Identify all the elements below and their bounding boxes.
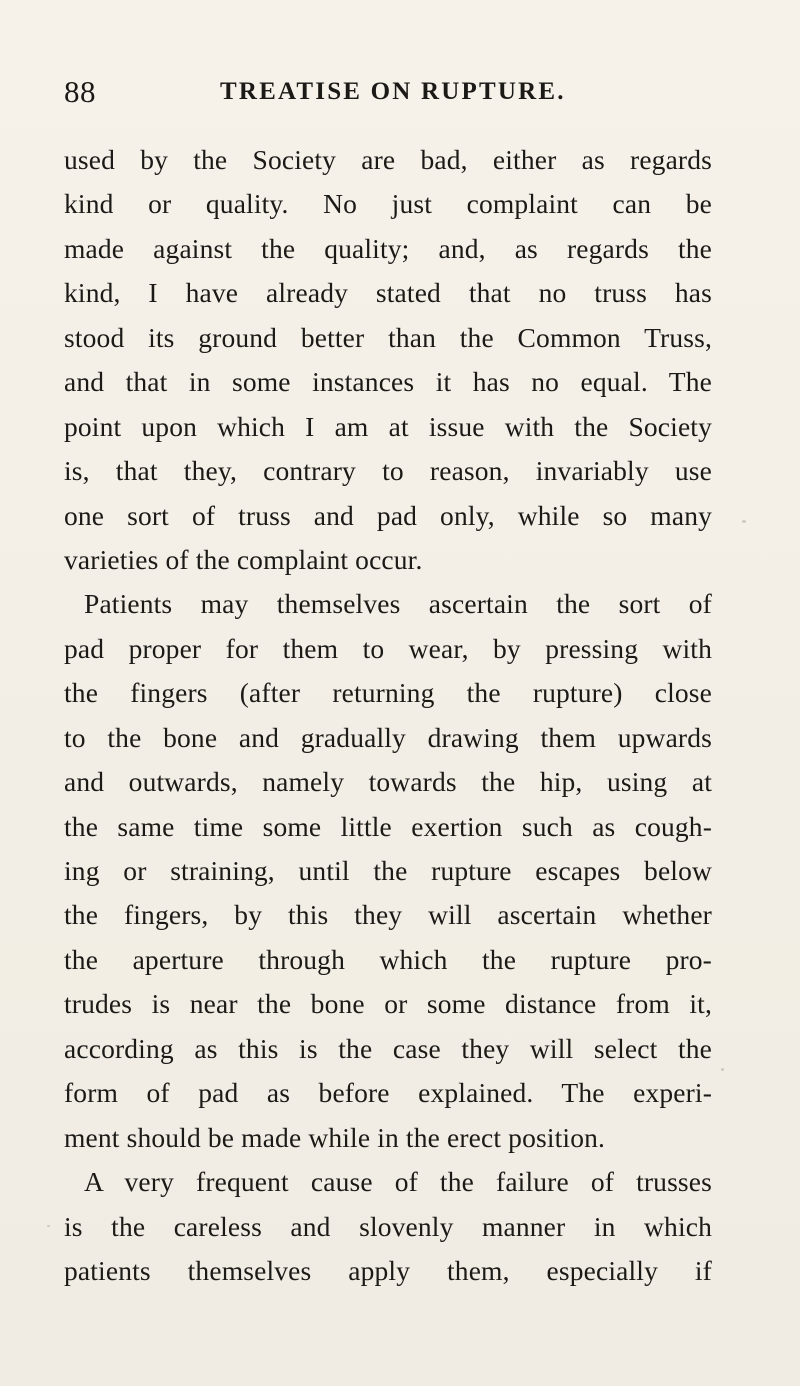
text-line: trudes is near the bone or some distance from it, bbox=[64, 988, 712, 1020]
text-line: point upon which I am at issue with the Society bbox=[64, 410, 712, 442]
text-line: is the careless and slovenly manner in which bbox=[64, 1210, 712, 1242]
text-line: varieties of the complaint occur. bbox=[64, 543, 423, 575]
paper-speck bbox=[721, 1068, 724, 1071]
paper-speck bbox=[742, 520, 746, 523]
paper-speck bbox=[47, 1225, 50, 1227]
text-line: the fingers (after returning the rupture) close bbox=[64, 677, 712, 709]
paragraph-start-line: A very frequent cause of the failure of trusses bbox=[84, 1166, 712, 1198]
text-line: pad proper for them to wear, by pressing with bbox=[64, 632, 712, 664]
text-line: made against the quality; and, as regards the bbox=[64, 232, 712, 264]
text-line: according as this is the case they will select the bbox=[64, 1032, 712, 1064]
page-header bbox=[64, 72, 704, 112]
text-line: one sort of truss and pad only, while so many bbox=[64, 499, 712, 531]
text-line: kind or quality. No just complaint can be bbox=[64, 188, 712, 220]
text-line: form of pad as before explained. The experi- bbox=[64, 1077, 712, 1109]
text-line: patients themselves apply them, especially if bbox=[64, 1254, 712, 1286]
page-number: 88 bbox=[64, 74, 96, 109]
running-head: TREATISE ON RUPTURE. bbox=[220, 78, 566, 105]
text-line: ing or straining, until the rupture escapes below bbox=[64, 855, 712, 886]
text-line: the fingers, by this they will ascertain whether bbox=[64, 899, 712, 931]
text-line: kind, I have already stated that no truss has bbox=[64, 277, 712, 309]
body-text bbox=[64, 138, 712, 1293]
text-line: to the bone and gradually drawing them upwards bbox=[64, 721, 712, 753]
text-line: ment should be made while in the erect position. bbox=[64, 1121, 606, 1153]
paragraph-start-line: Patients may themselves ascertain the sort of bbox=[84, 588, 712, 620]
text-line: used by the Society are bad, either as regards bbox=[64, 144, 712, 175]
text-line: and that in some instances it has no equal. The bbox=[64, 366, 712, 398]
text-line: and outwards, namely towards the hip, using at bbox=[64, 766, 712, 798]
text-line: the aperture through which the rupture pro- bbox=[64, 943, 712, 975]
text-line: is, that they, contrary to reason, invariably use bbox=[64, 455, 712, 487]
text-line: stood its ground better than the Common Truss, bbox=[64, 321, 712, 353]
text-line: the same time some little exertion such as cough- bbox=[64, 810, 712, 842]
